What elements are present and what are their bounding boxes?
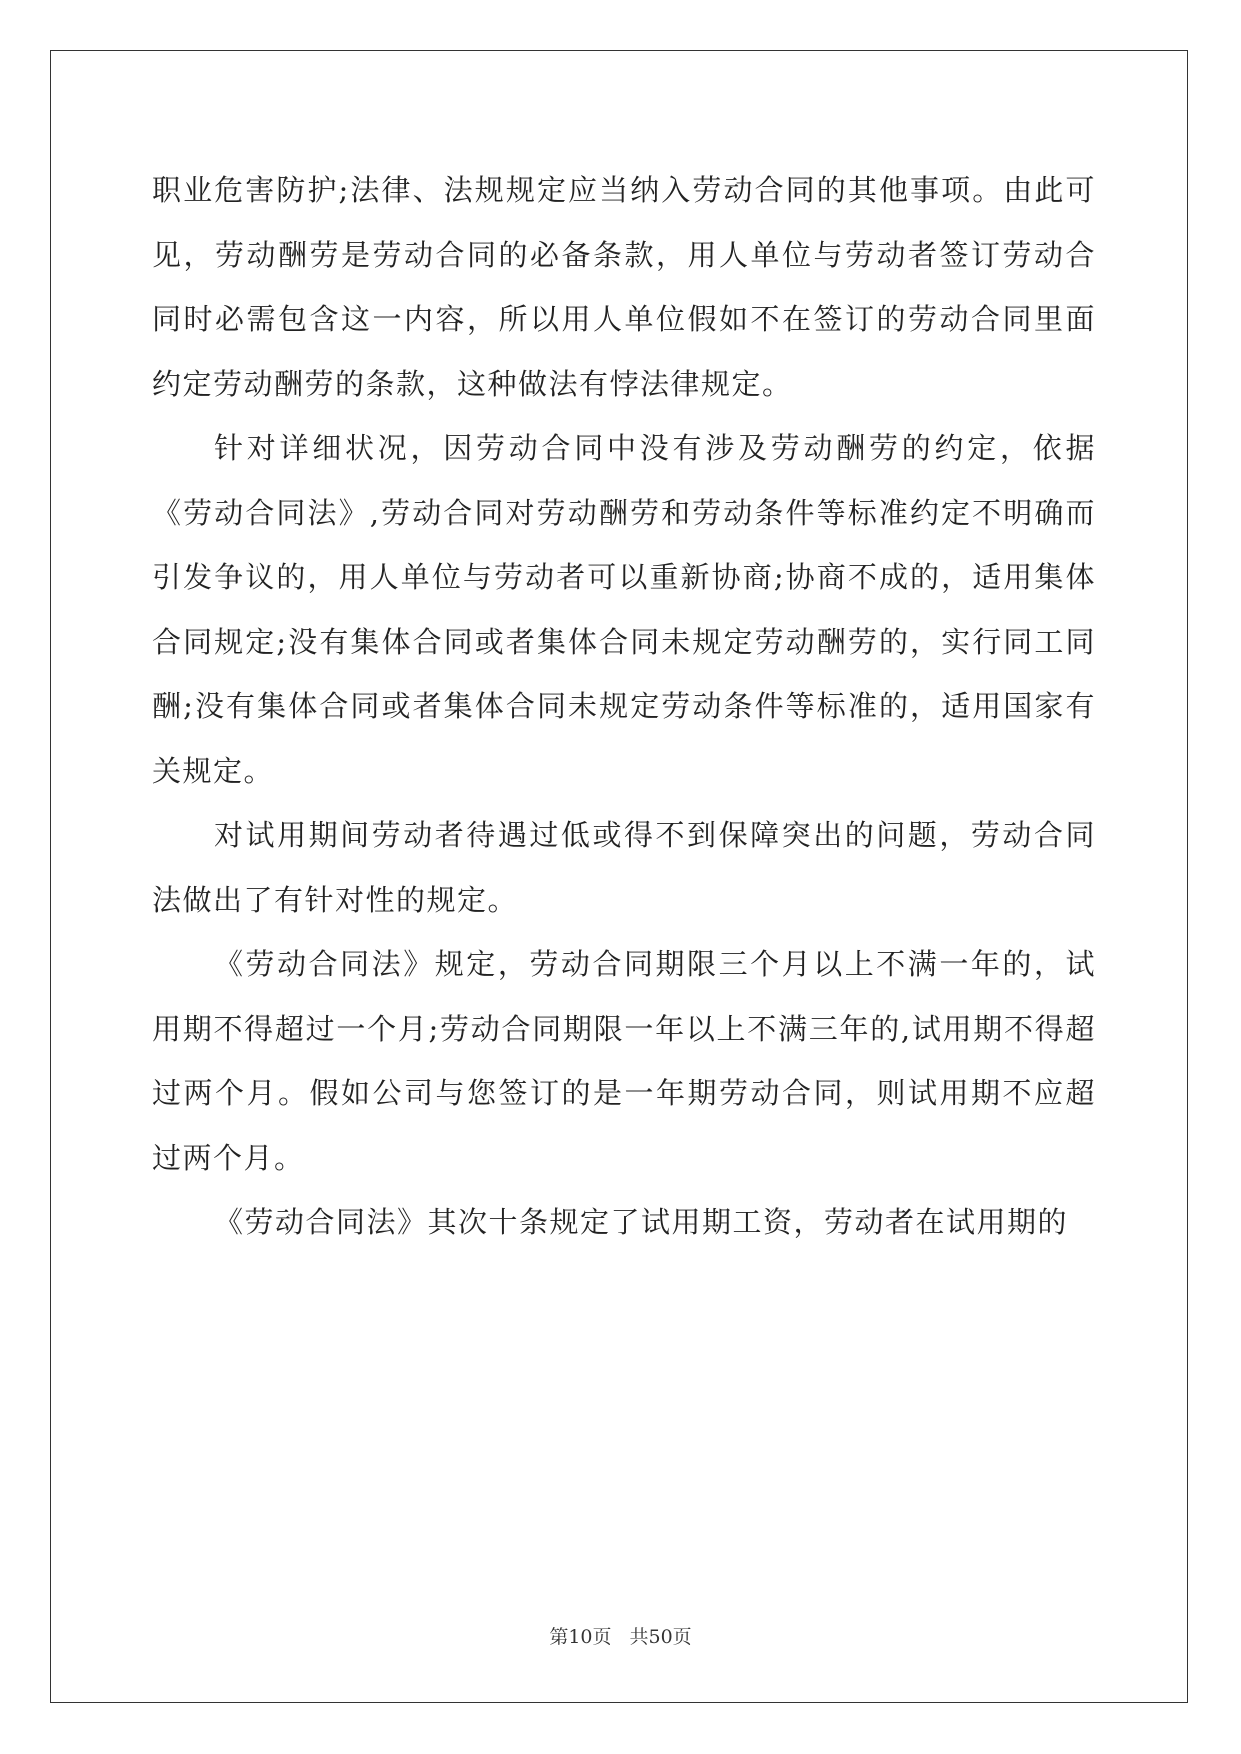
total-pages: 共50页 bbox=[629, 1626, 692, 1648]
paragraph-1: 职业危害防护;法律、法规规定应当纳入劳动合同的其他事项。由此可见，劳动酬劳是劳动合同的必备条款，用人单位与劳动者签订劳动合同时必需包含这一内容，所以用人单位假如不在签订的劳动合同里面约定劳动酬劳的条款，这种做法有悖法律规定。 bbox=[152, 173, 1096, 401]
document-body bbox=[152, 158, 1096, 1255]
paragraph-2: 针对详细状况，因劳动合同中没有涉及劳动酬劳的约定，依据《劳动合同法》,劳动合同对劳动酬劳和劳动条件等标准约定不明确而引发争议的，用人单位与劳动者可以重新协商;协商不成的，适用集体合同规定;没有集体合同或者集体合同未规定劳动酬劳的，实行同工同酬;没有集体合同或者集体合同未规定劳动条件等标准的，适用国家有关规定。 bbox=[152, 431, 1096, 788]
paragraph-3: 对试用期间劳动者待遇过低或得不到保障突出的问题，劳动合同法做出了有针对性的规定。 bbox=[152, 818, 1096, 917]
current-page-number: 第10页 bbox=[549, 1626, 612, 1648]
page-footer bbox=[0, 1625, 1241, 1649]
paragraph-4: 《劳动合同法》规定，劳动合同期限三个月以上不满一年的，试用期不得超过一个月;劳动合同期限一年以上不满三年的,试用期不得超过两个月。假如公司与您签订的是一年期劳动合同，则试用期不应超过两个月。 bbox=[152, 947, 1096, 1175]
paragraph-5: 《劳动合同法》其次十条规定了试用期工资，劳动者在试用期的 bbox=[214, 1205, 1069, 1239]
